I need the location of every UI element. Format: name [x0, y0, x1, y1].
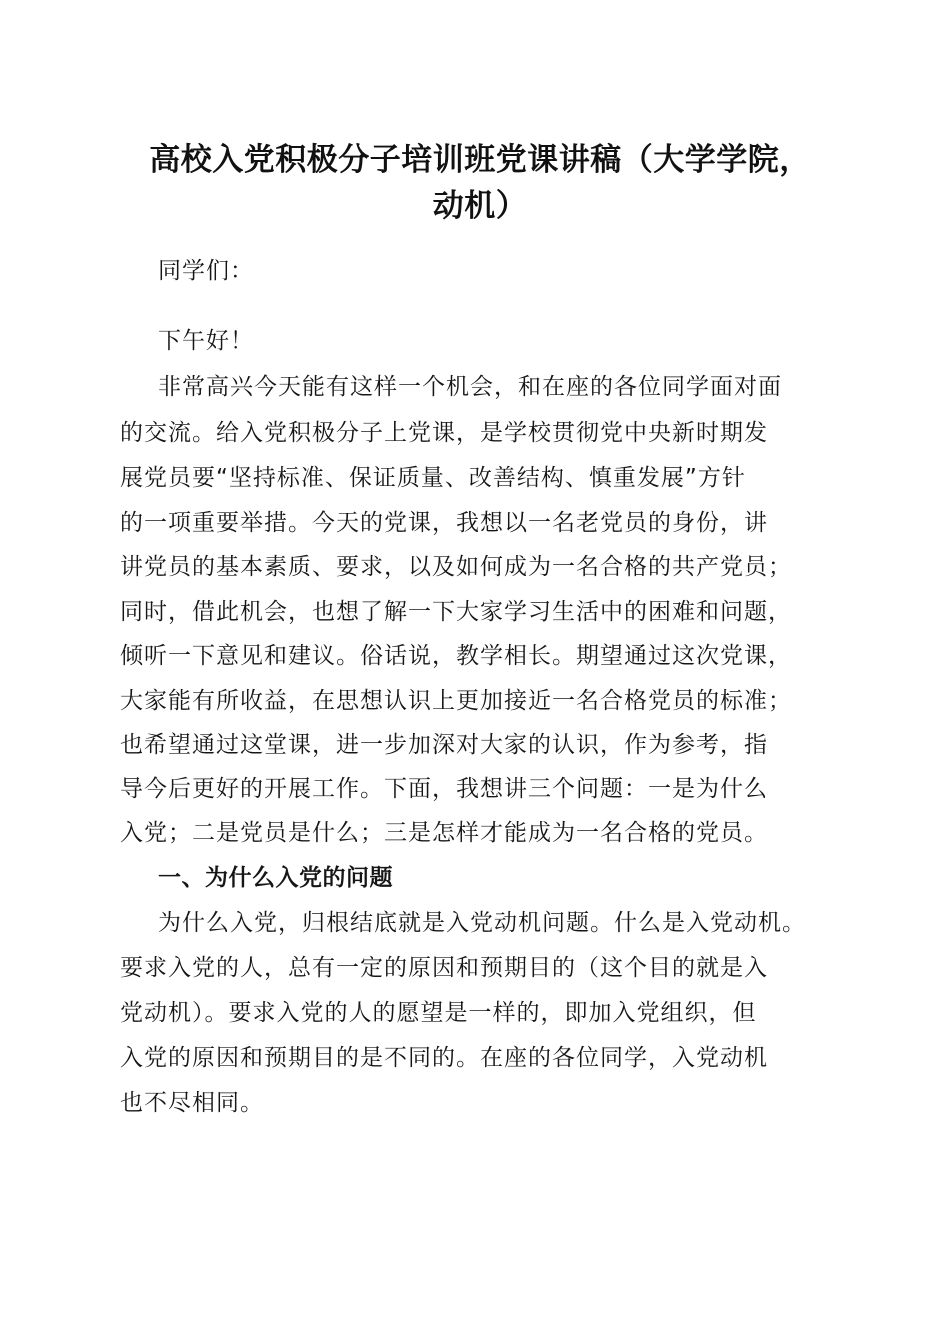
document-title-line-1: 高校入党积极分子培训班党课讲稿（大学学院， — [149, 142, 811, 178]
paragraph-1-line: 也希望通过这堂课，进一步加深对大家的认识，作为参考，指 — [120, 732, 768, 758]
greeting: 下午好！ — [158, 328, 254, 354]
paragraph-1-line: 的交流。给入党积极分子上党课，是学校贯彻党中央新时期发 — [120, 420, 768, 446]
paragraph-2-line: 入党的原因和预期目的是不同的。在座的各位同学，入党动机 — [120, 1045, 768, 1071]
paragraph-1-line: 展党员要“坚持标准、保证质量、改善结构、慎重发展”方针 — [120, 465, 746, 491]
paragraph-2-line: 也不尽相同。 — [120, 1090, 264, 1116]
paragraph-1-line: 的一项重要举措。今天的党课，我想以一名老党员的身份，讲 — [120, 510, 768, 536]
paragraph-1-line: 倾听一下意见和建议。俗话说，教学相长。期望通过这次党课， — [120, 643, 792, 669]
paragraph-1-line: 入党；二是党员是什么；三是怎样才能成为一名合格的党员。 — [120, 820, 768, 846]
paragraph-1-line: 同时，借此机会，也想了解一下大家学习生活中的困难和问题， — [120, 599, 792, 625]
paragraph-1-line: 导今后更好的开展工作。下面，我想讲三个问题：一是为什么 — [120, 776, 768, 802]
paragraph-1-line: 非常高兴今天能有这样一个机会，和在座的各位同学面对面 — [158, 374, 782, 400]
paragraph-2-line: 要求入党的人，总有一定的原因和预期目的（这个目的就是入 — [120, 955, 768, 981]
salutation: 同学们： — [158, 258, 254, 284]
paragraph-2-line: 为什么入党，归根结底就是入党动机问题。什么是入党动机。 — [158, 910, 806, 936]
section-heading: 一、为什么入党的问题 — [158, 865, 393, 891]
document-title-line-2: 动机） — [432, 188, 528, 224]
paragraph-2-line: 党动机）。要求入党的人的愿望是一样的，即加入党组织，但 — [120, 1000, 757, 1026]
paragraph-1-line: 讲党员的基本素质、要求，以及如何成为一名合格的共产党员； — [120, 554, 792, 580]
paragraph-1-line: 大家能有所收益，在思想认识上更加接近一名合格党员的标准； — [120, 688, 792, 714]
